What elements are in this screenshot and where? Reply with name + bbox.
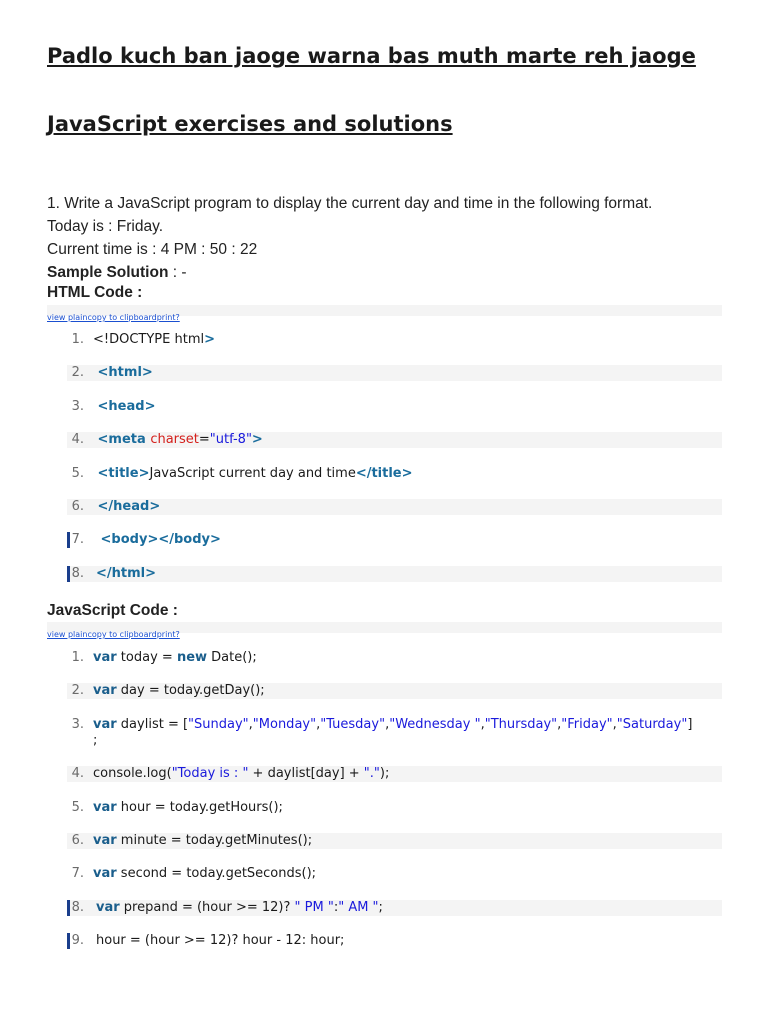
html-code-line	[67, 532, 722, 548]
line-number: 2.	[71, 365, 84, 381]
js-toolbar-links[interactable]: view plaincopy to clipboardprint?	[47, 630, 180, 639]
code-text	[93, 365, 722, 381]
line-number: 8.	[71, 899, 84, 915]
section-title: JavaScript exercises and solutions	[47, 112, 453, 136]
js-code-line	[67, 800, 722, 816]
code-token: "Sunday"	[188, 716, 249, 732]
html-code-line	[67, 432, 722, 448]
html-code-heading: HTML Code :	[47, 284, 143, 301]
line-number: 6.	[71, 498, 84, 514]
code-token: ,	[612, 716, 617, 732]
line-number: 6.	[71, 832, 84, 848]
code-token: hour = today.getHours();	[116, 799, 283, 815]
line-number: 1.	[71, 650, 84, 665]
line-number: 7.	[71, 866, 84, 882]
html-code-line	[67, 566, 722, 582]
line-number: 4.	[71, 766, 84, 782]
code-token: </html>	[96, 565, 157, 581]
code-token: var	[93, 866, 117, 882]
js-code-heading: JavaScript Code :	[47, 602, 178, 619]
code-token: console.log(	[93, 766, 172, 782]
code-token: daylist = [	[116, 716, 189, 732]
code-token: var	[93, 650, 117, 665]
code-token: prepand = (hour >= 12)?	[119, 899, 295, 915]
js-code-line	[67, 766, 722, 782]
code-text	[96, 566, 722, 582]
code-token: "."	[363, 766, 380, 782]
line-number: 9.	[71, 933, 84, 949]
code-token: <title>	[93, 465, 150, 481]
exercise-description	[47, 192, 747, 284]
code-token: <head>	[93, 398, 156, 414]
html-code-listing	[67, 332, 722, 599]
code-token: :	[333, 899, 339, 915]
code-token: var	[96, 899, 120, 915]
line-number: 4.	[71, 432, 84, 448]
code-token: ,	[480, 716, 485, 732]
js-code-line	[67, 717, 722, 749]
sample-output-time: Current time is : 4 PM : 50 : 22	[47, 241, 258, 258]
code-text	[93, 833, 722, 849]
code-token: var	[93, 683, 117, 699]
code-token: hour = (hour >= 12)? hour - 12: hour;	[96, 933, 345, 949]
code-token: <!DOCTYPE html	[93, 332, 205, 347]
html-code-toolbar	[47, 305, 722, 322]
code-token: "Tuesday"	[320, 716, 386, 732]
code-token: "Saturday"	[616, 716, 688, 732]
line-number: 8.	[71, 565, 84, 581]
code-token: "Today is : "	[171, 766, 249, 782]
code-token: "Thursday"	[484, 716, 558, 732]
code-text	[93, 717, 722, 749]
code-text	[93, 683, 722, 699]
html-code-line	[67, 399, 722, 415]
page-title: Padlo kuch ban jaoge warna bas muth marte reh jaoge	[47, 44, 696, 68]
sample-solution-label: Sample Solution	[47, 264, 169, 281]
code-token: var	[93, 799, 117, 815]
code-text	[96, 933, 722, 949]
sample-solution-line	[47, 261, 747, 284]
code-token: "Friday"	[561, 716, 613, 732]
code-token: );	[379, 766, 390, 782]
js-code-toolbar	[47, 622, 722, 639]
code-token: JavaScript current day and time	[149, 465, 356, 481]
code-token: charset	[150, 432, 199, 448]
html-code-line	[67, 332, 722, 348]
js-code-line	[67, 866, 722, 882]
code-token: minute = today.getMinutes();	[116, 832, 313, 848]
code-text	[93, 800, 722, 816]
code-token: ,	[557, 716, 562, 732]
code-token: <body></body>	[96, 532, 221, 548]
code-token: " AM "	[338, 899, 379, 915]
js-code-line	[67, 683, 722, 699]
code-token: ,	[248, 716, 253, 732]
html-toolbar-links[interactable]: view plaincopy to clipboardprint?	[47, 313, 180, 322]
code-token: "Wednesday "	[389, 716, 481, 732]
code-text	[93, 432, 722, 448]
code-token: ;	[93, 732, 98, 748]
code-token: ,	[385, 716, 390, 732]
code-token: Date();	[207, 650, 257, 665]
js-code-line	[67, 650, 722, 666]
line-number: 5.	[71, 465, 84, 481]
code-text	[93, 650, 722, 666]
js-code-line	[67, 900, 722, 916]
code-token: ,	[316, 716, 321, 732]
code-token: var	[93, 832, 117, 848]
line-number: 3.	[71, 716, 84, 732]
code-token: <meta	[93, 432, 151, 448]
code-token: today =	[116, 650, 177, 665]
code-token: var	[93, 716, 117, 732]
code-token: ]	[687, 716, 693, 732]
code-text	[96, 900, 722, 916]
line-number: 5.	[71, 799, 84, 815]
line-number: 1.	[71, 332, 84, 347]
code-text	[93, 466, 722, 482]
code-token: day = today.getDay();	[116, 683, 265, 699]
exercise-prompt: 1. Write a JavaScript program to display the current day and time in the following format.	[47, 195, 653, 212]
line-number: 2.	[71, 683, 84, 699]
code-token: >	[204, 332, 216, 347]
html-code-line	[67, 466, 722, 482]
code-text	[93, 399, 722, 415]
code-token: " PM "	[294, 899, 334, 915]
code-token: ;	[378, 899, 383, 915]
code-text	[93, 766, 722, 782]
code-token: new	[176, 650, 208, 665]
code-token: "utf-8"	[209, 432, 252, 448]
html-code-line	[67, 499, 722, 515]
code-text	[93, 866, 722, 882]
code-token: =	[198, 432, 210, 448]
code-token: </title>	[355, 465, 413, 481]
code-text	[93, 499, 722, 515]
js-code-line	[67, 933, 722, 949]
html-code-line	[67, 365, 722, 381]
code-token: + daylist[day] +	[248, 766, 364, 782]
js-code-listing	[67, 650, 722, 967]
code-text	[93, 332, 722, 348]
js-code-line	[67, 833, 722, 849]
sample-output-day: Today is : Friday.	[47, 218, 164, 235]
code-token: second = today.getSeconds();	[116, 866, 317, 882]
sample-solution-suffix: : -	[168, 264, 187, 281]
code-token: >	[251, 432, 263, 448]
code-token: <html>	[93, 365, 153, 381]
code-text	[96, 532, 722, 548]
line-number: 3.	[71, 398, 84, 414]
code-token: </head>	[93, 498, 161, 514]
code-token: "Monday"	[252, 716, 317, 732]
line-number: 7.	[71, 532, 84, 548]
